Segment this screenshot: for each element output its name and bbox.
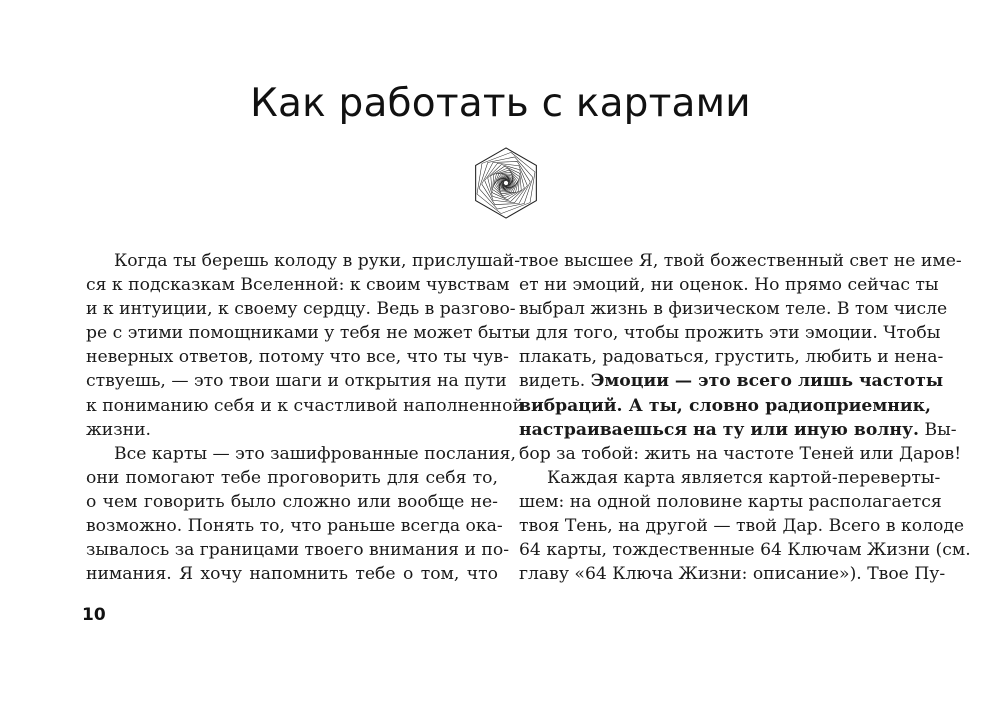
paragraph-line: шем: на одной половине карты располагается [519, 491, 942, 512]
paragraph-line: 64 карты, тождественные 64 Ключам Жизни (см. [519, 540, 971, 561]
paragraph-line: жизни. [86, 419, 152, 440]
paragraph-line: твое высшее Я, твой божественный свет не име- [519, 251, 962, 271]
paragraph-line: твоя Тень, на другой — твой Дар. Всего в колоде [519, 516, 965, 537]
paragraph-line [519, 394, 931, 418]
paragraph-line: Все карты — это зашифрованные послания, [114, 443, 516, 464]
line-text: видеть. [519, 371, 586, 392]
spiral-ring [485, 163, 528, 202]
page-title: Как работать с картами [250, 81, 751, 126]
paragraph-line: они помогают тебе проговорить для себя то, [86, 467, 498, 488]
paragraph-line: нимания. Я хочу напомнить тебе о том, что [86, 564, 498, 585]
paragraph-line: ствуешь, — это твои шаги и открытия на пути [86, 371, 507, 392]
paragraph-line: о чем говорить было сложно или вообще не- [86, 491, 498, 512]
paragraph-line: зывалось за границами твоего внимания и по- [86, 540, 509, 561]
paragraph-line [519, 369, 944, 393]
emphasis-text: Эмоции — это всего лишь частоты [590, 371, 944, 392]
paragraph-line: главу «64 Ключа Жизни: описание»). Твое Пу- [519, 564, 946, 585]
page-number: 10 [82, 605, 106, 625]
spiral-ring [503, 180, 508, 185]
paragraph-line: ет ни эмоций, ни оценок. Но прямо сейчас ты [519, 275, 939, 296]
paragraph-line: возможно. Понять то, что раньше всегда ока- [86, 516, 503, 537]
paragraph-line: неверных ответов, потому что все, что ты чув- [86, 347, 509, 368]
left-text-column [86, 249, 524, 586]
paragraph-line: бор за тобой: жить на частоте Теней или Даров! [519, 443, 962, 464]
hexagon-spiral-ornament-icon [467, 146, 545, 220]
paragraph-line: ся к подсказкам Вселенной: к своим чувствам [86, 275, 510, 296]
paragraph-line: и для того, чтобы прожить эти эмоции. Чтобы [519, 323, 941, 344]
emphasis-text: настраиваешься на ту или иную волну. [519, 419, 919, 440]
emphasis-text: вибраций. А ты, словно радиоприемник, [519, 395, 931, 416]
paragraph-line: Когда ты берешь колоду в руки, прислушай- [114, 251, 521, 271]
paragraph-line: плакать, радоваться, грустить, любить и нена- [519, 347, 944, 368]
right-text-column [519, 249, 971, 586]
paragraph-line: и к интуиции, к своему сердцу. Ведь в разгово- [86, 299, 516, 320]
spiral-ring [479, 157, 533, 209]
paragraph-line: к пониманию себя и к счастливой наполненной [86, 395, 524, 416]
paragraph-line [519, 418, 957, 442]
paragraph-line: выбрал жизнь в физическом теле. В том числе [519, 299, 948, 320]
paragraph-line: Каждая карта является картой-переверты- [547, 467, 941, 488]
paragraph-line: ре с этими помощниками у тебя не может быть [86, 323, 521, 344]
line-text: Вы- [924, 419, 957, 440]
